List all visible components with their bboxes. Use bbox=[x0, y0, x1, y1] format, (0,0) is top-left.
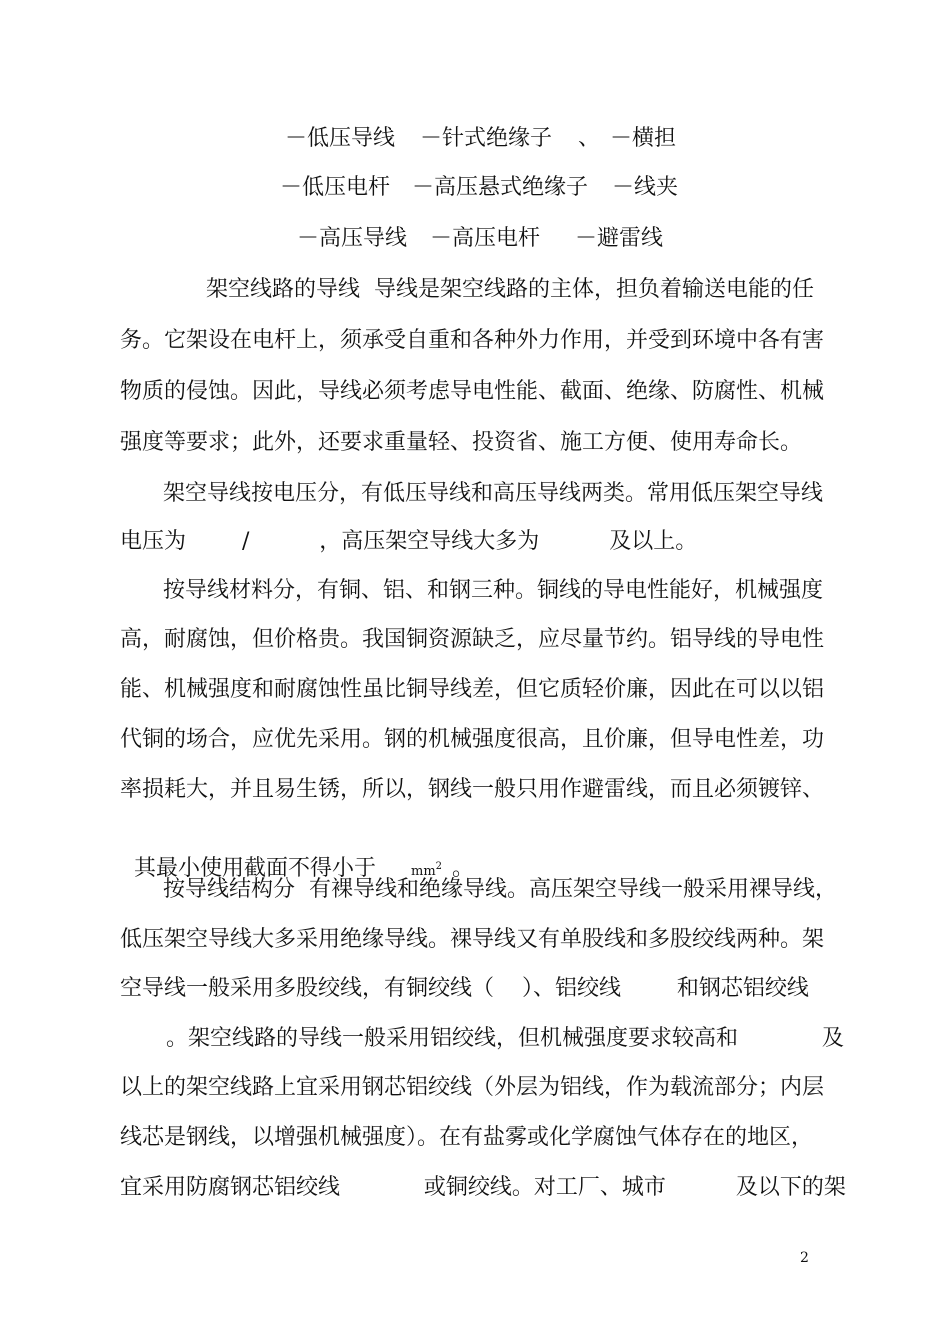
paragraph-line: 。架空线路的导线一般采用铝绞线，但机械强度要求较高和 及 bbox=[166, 1026, 844, 1051]
paragraph-line: 电压为 / ，高压架空导线大多为 及以上。 bbox=[120, 529, 698, 554]
paragraph-line: 率损耗大，并且易生锈，所以，钢线一般只用作避雷线，而且必须镀锌、 bbox=[120, 777, 825, 802]
legend-crossarm: －横担 bbox=[610, 126, 677, 151]
page-number: 2 bbox=[800, 1250, 809, 1266]
legend-low-voltage-wire: －低压导线 bbox=[285, 126, 396, 151]
legend-pin-insulator: －针式绝缘子 bbox=[420, 126, 553, 151]
paragraph-line: 以上的架空线路上宜采用钢芯铝绞线（外层为铝线，作为载流部分；内层 bbox=[120, 1075, 825, 1100]
legend-low-voltage-pole: －低压电杆 bbox=[280, 175, 391, 200]
paragraph-line: 架空线路的导线 导线是架空线路的主体，担负着输送电能的任 bbox=[206, 277, 814, 302]
paragraph-line: 线芯是钢线，以增强机械强度）。在有盐雾或化学腐蚀气体存在的地区， bbox=[120, 1125, 814, 1150]
unit-mm: mm bbox=[411, 864, 436, 879]
paragraph-line: 宜采用防腐钢芯铝绞线 或铜绞线。对工厂、城市 及以下的架 bbox=[120, 1175, 846, 1200]
paragraph-line: 按导线结构分 有裸导线和绝缘导线。高压架空导线一般采用裸导线， bbox=[163, 877, 837, 902]
paragraph-line: 高，耐腐蚀，但价格贵。我国铜资源缺乏，应尽量节约。铝导线的导电性 bbox=[120, 627, 825, 652]
unit-superscript: 2 bbox=[435, 861, 443, 872]
legend-separator: 、 bbox=[578, 126, 601, 151]
paragraph-line: 强度等要求；此外，还要求重量轻、投资省、施工方便、使用寿命长。 bbox=[120, 430, 803, 455]
paragraph-line: 物质的侵蚀。因此，导线必须考虑导电性能、截面、绝缘、防腐性、机械 bbox=[120, 379, 825, 404]
paragraph-line: 代铜的场合，应优先采用。钢的机械强度很高，且价廉，但导电性差，功 bbox=[120, 727, 825, 752]
legend-clamp: －线夹 bbox=[612, 175, 679, 200]
paragraph-line: 按导线材料分，有铜、铝、和钢三种。铜线的导电性能好，机械强度 bbox=[163, 578, 824, 603]
legend-suspension-insulator: －高压悬式绝缘子 bbox=[412, 175, 589, 200]
paragraph-line: 能、机械强度和耐腐蚀性虽比铜导线差，但它质轻价廉，因此在可以以铝 bbox=[120, 677, 825, 702]
paragraph-line: 架空导线按电压分，有低压导线和高压导线两类。常用低压架空导线 bbox=[163, 481, 824, 506]
paragraph-line: 务。它架设在电杆上，须承受自重和各种外力作用，并受到环境中各有害 bbox=[120, 328, 825, 353]
legend-high-voltage-pole: －高压电杆 bbox=[430, 226, 541, 251]
legend-lightning-wire: －避雷线 bbox=[575, 226, 664, 251]
paragraph-line: 低压架空导线大多采用绝缘导线。裸导线又有单股线和多股绞线两种。架 bbox=[120, 927, 825, 952]
min-section-text: 其最小使用截面不得小于 bbox=[134, 856, 377, 881]
legend-high-voltage-wire: －高压导线 bbox=[297, 226, 408, 251]
period: 。 bbox=[452, 856, 475, 881]
paragraph-line: 空导线一般采用多股绞线，有铜绞线（ ）、铝绞线 和钢芯铝绞线 bbox=[120, 976, 809, 1001]
